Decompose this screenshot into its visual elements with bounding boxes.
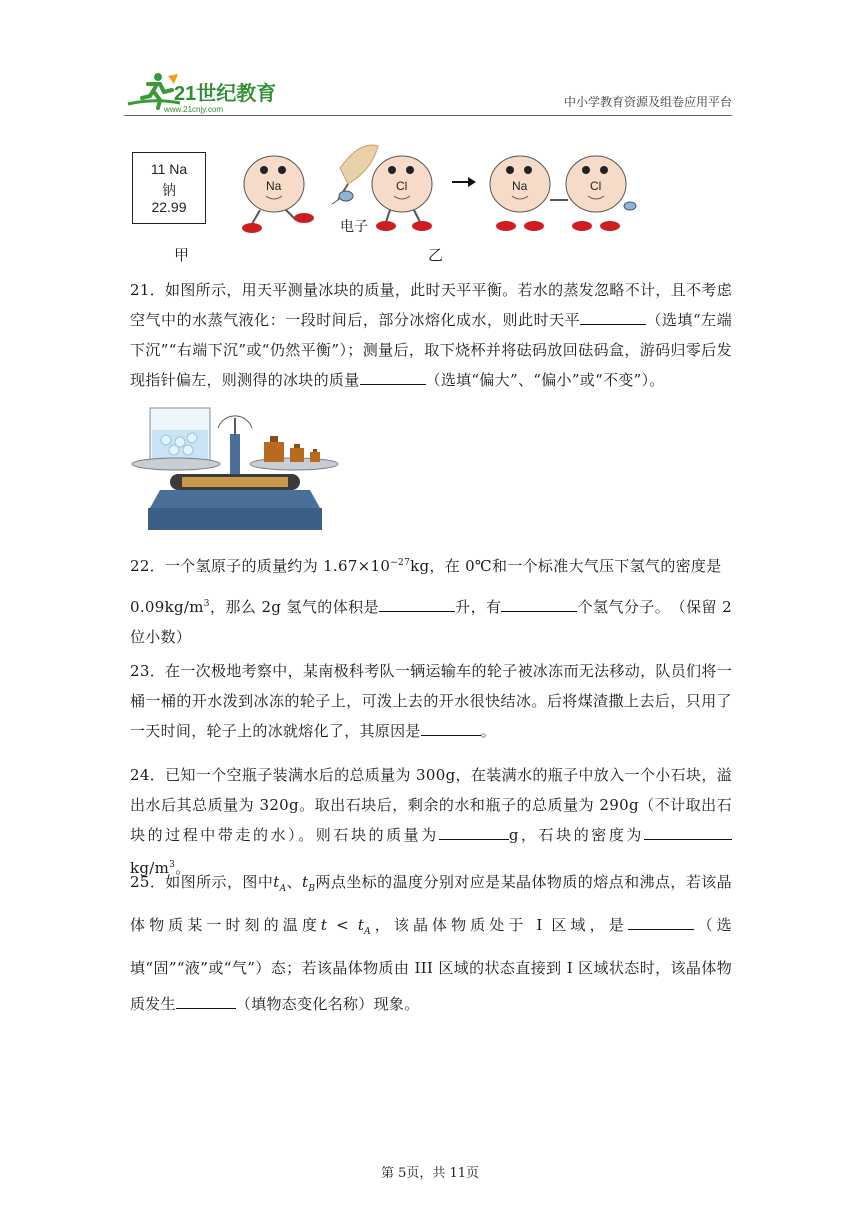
q24-blank-1[interactable] — [439, 823, 509, 840]
temperature-condition: $t < t_A$ — [320, 916, 371, 937]
electron-icon — [332, 191, 353, 204]
beam-scale — [182, 477, 288, 487]
q22-text-1: 22．一个氢原子的质量约为 — [130, 557, 324, 575]
question-23 — [130, 656, 732, 746]
platform-name: 中小学教育资源及组卷应用平台 — [563, 95, 732, 109]
element-name: 钠 — [162, 182, 176, 198]
logo — [124, 70, 294, 114]
balance-base — [150, 490, 320, 508]
q21-text-1: 21．如图所示，用天平测量冰块的质量，此时天平平衡。若水的蒸发忽略不计，且不考虑空气中的水蒸气液化：一段时间后，部分冰熔化成水，则此时天平 — [130, 281, 732, 329]
q24-blank-2[interactable] — [644, 823, 732, 840]
q24-text-2: g，石块的密度为 — [508, 826, 644, 844]
arrow-right-icon — [452, 177, 476, 187]
q21-blank-1[interactable] — [580, 308, 646, 325]
t-a-label: $t_A$ — [273, 873, 287, 894]
runner-icon — [128, 73, 180, 108]
q22-text-4: 升，有 — [455, 598, 502, 616]
q24-text-3: kg/m — [130, 859, 170, 877]
q25-text-2: 两点坐标的温度分别对应是某晶体物质的熔点和沸点，若该晶体物质某一时刻的温度 — [130, 873, 732, 934]
q22-density: 0.09kg/m — [130, 598, 204, 616]
q22-blank-1[interactable] — [379, 595, 455, 612]
logo-main-text: 21世纪教育 — [174, 83, 277, 105]
q21-text-2: （选填“左端下沉”“右端下沉”或“仍然平衡”）；测量后，取下烧杯并将砝码放回砝码盒，游码归零后发现指针偏左，则测得的冰块的质量 — [130, 311, 732, 389]
svg-text:Na: Na — [266, 179, 282, 193]
q22-text-2: ，在 0℃和一个标准大气压下氢气的密度是 — [429, 557, 722, 575]
hydrogen-mass: $1.67\times 10^{-27}kg$ — [323, 557, 430, 575]
q25-text-1: 25．如图所示，图中 — [130, 873, 274, 891]
balance-base-front — [148, 508, 322, 530]
q25-text-4: （选填“固”“液”或“气”）态；若该晶体物质由 III 区域的状态直接到 I 区域状态时，该晶体物质发生 — [130, 916, 732, 1013]
svg-text:Cl: Cl — [396, 179, 408, 193]
q24-text-4: 。 — [175, 859, 191, 877]
q23-blank[interactable] — [421, 719, 481, 736]
q25-text-5: （填物态变化名称）现象。 — [235, 995, 420, 1013]
q22-text-3: ，那么 2g 氢气的体积是 — [209, 598, 380, 616]
q25-blank-2[interactable] — [176, 992, 236, 1009]
q23-text-2: 。 — [480, 722, 497, 740]
logo-url-text: www.21cnjy.com — [164, 105, 223, 114]
q22-blank-2[interactable] — [501, 595, 577, 612]
t-b-label: $t_B$ — [302, 873, 316, 894]
q21-blank-2[interactable] — [360, 368, 426, 385]
svg-text:Cl: Cl — [590, 179, 602, 193]
question-21 — [130, 275, 732, 395]
na-atom-character — [242, 156, 314, 233]
electron-label: 电子 — [340, 218, 368, 234]
caption-jia: 甲 — [174, 247, 190, 264]
beaker-icon — [150, 408, 210, 462]
question-22: 22．一个氢原子的质量约为 $1.67\times 10^{-27}kg$，在 0℃和一个标准大气压下氢气的密度是 $0.09kg/m^3$，那么 2g 氢气的体积是 升，有 个氢气分子。 （保留 2 位小数） — [130, 557, 732, 646]
cl-ion-character — [550, 156, 636, 231]
cartoon-scene — [230, 140, 650, 240]
q21-text-3: （选填“偏大”、“偏小”或“不变”）。 — [425, 371, 665, 389]
svg-text:Na: Na — [512, 179, 528, 193]
caption-yi: 乙 — [428, 247, 444, 264]
q24-text-1: 24．已知一个空瓶子装满水后的总质量为 300g，在装满水的瓶子中放入一个小石块，溢出水后其总质量为 320g。取出石块后，剩余的水和瓶子的总质量为 290g（不计取出石块的过程中带走的水）。则石块的质量为 — [130, 766, 732, 844]
element-card-na — [132, 152, 206, 224]
question-25: 25．如图所示，图中$t_A$、$t_B$两点坐标的温度分别对应是某晶体物质的熔点和沸点，若该晶体物质某一时刻的温度$t < t_A$，该晶体物质处于 I 区域，是 （选填“固”“液”或“气”）态；若该晶体物质由 III 区域的状态直接到 I 区域状态时，该晶体物质发生 （填物态变化名称）现象。 — [130, 873, 732, 1013]
q22-text-5: 个氢气分子。 （保留 2 位小数） — [130, 598, 732, 646]
left-pan — [132, 458, 220, 470]
cl-atom-character — [372, 156, 432, 231]
element-mass: 22.99 — [151, 199, 187, 215]
weights-icon — [264, 436, 320, 462]
figure-na-cl — [130, 140, 650, 268]
na-ion-character — [490, 156, 550, 231]
element-number-symbol: 11 Na — [150, 161, 188, 177]
q25-text-3: ，该晶体物质处于 I 区域，是 — [370, 916, 628, 934]
header-divider — [124, 115, 732, 116]
pointer-dial-icon — [218, 416, 252, 474]
q25-blank-1[interactable] — [628, 913, 694, 930]
page-number: 第 5页，共 11页 — [380, 1166, 480, 1181]
question-24: 24．已知一个空瓶子装满水后的总质量为 300g，在装满水的瓶子中放入一个小石块，溢出水后其总质量为 320g。取出石块后，剩余的水和瓶子的总质量为 290g（不计取出石块的过程中带走的水）。则石块的质量为 g，石块的密度为$kg/m^3$。 — [130, 766, 732, 877]
q23-text-1: 23．在一次极地考察中，某南极科考队一辆运输车的轮子被冰冻而无法移动，队员们将一桶一桶的开水泼到冰冻的轮子上，可泼上去的开水很快结冰。后将煤渣撒上去后，只用了一天时间，轮子上的冰就熔化了，其原因是 — [130, 662, 732, 740]
balance-figure — [130, 404, 340, 536]
page-header — [124, 66, 732, 114]
